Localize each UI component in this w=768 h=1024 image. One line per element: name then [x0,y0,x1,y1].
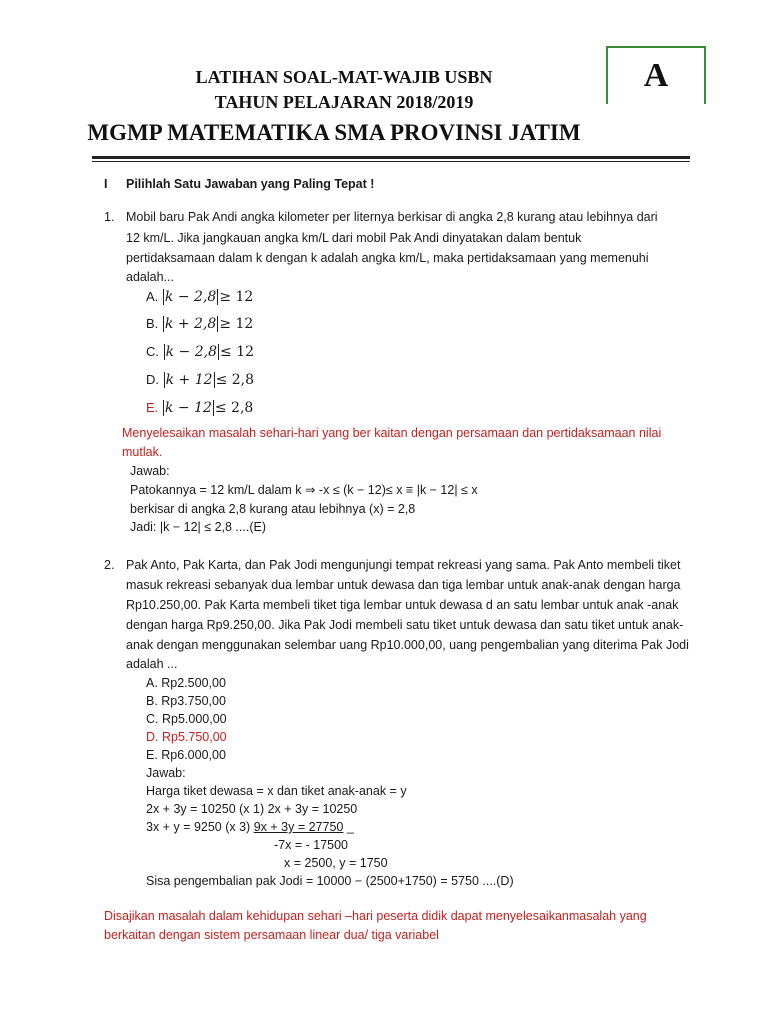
question-1-indicator: Menyelesaikan masalah sehari-hari yang ber kaitan dengan persamaan dan pertidaksamaan nilai [122,426,662,440]
header-line-1: LATIHAN SOAL-MAT-WAJIB USBN [195,67,493,87]
header-line-2: TAHUN PELAJARAN 2018/2019 [214,92,474,112]
question-2-answer-line: 3x + y = 9250 (x 3) 9x + 3y = 27750 _ [146,820,354,834]
question-1-line: pertidaksamaan dalam k dengan k adalah angka km/L, maka pertidaksamaan yang memenuhi [126,251,649,265]
question-2-option-d: D. Rp5.750,00 [146,730,227,744]
header-title: MGMP MATEMATIKA SMA PROVINSI JATIM [87,120,581,145]
question-2-indicator: Disajikan masalah dalam kehidupan sehari –hari peserta didik dapat menyelesaikanmasalah yang [104,909,647,923]
question-2-answer-line: -7x = - 17500 [274,838,349,852]
question-1-answer-line: berkisar di angka 2,8 kurang atau lebihnya (x) = 2,8 [130,502,416,516]
question-1-option-a: A. k − 2,8 ≥ 12 [146,289,254,305]
question-1-line: adalah... [126,270,174,284]
question-1-line: Mobil baru Pak Andi angka kilometer per liternya berkisar di angka 2,8 kurang atau lebihnya dari [126,210,658,224]
question-2-option-c: C. Rp5.000,00 [146,712,227,726]
question-1-line: 12 km/L. Jika jangkauan angka km/L dari mobil Pak Andi dinyatakan dalam bentuk [126,231,582,245]
question-2-option-a: A. Rp2.500,00 [146,676,226,690]
question-2-answer-label: Jawab: [146,766,186,780]
question-2-indicator: berkaitan dengan sistem persamaan linear dua/ tiga variabel [104,928,439,942]
question-1-answer-line: Jadi: |k − 12| ≤ 2,8 ....(E) [130,520,266,534]
question-2-line: adalah ... [126,657,178,671]
question-2-line: Pak Anto, Pak Karta, dan Pak Jodi mengunjungi tempat rekreasi yang sama. Pak Anto membeli tiket [126,558,681,572]
question-2-line: dengan harga Rp9.250,00. Jika Pak Jodi membeli satu tiket untuk dewasa dan satu tiket untuk anak- [126,618,684,632]
question-2-option-b: B. Rp3.750,00 [146,694,226,708]
header-divider-thick [92,156,690,159]
question-2-line: anak dengan menggunakan selembar uang Rp10.000,00, uang pengembalian yang diterima Pak Jodi [126,638,689,652]
question-2-option-e: E. Rp6.000,00 [146,748,226,762]
question-2-line: Rp10.250,00. Pak Karta membeli tiket tiga lembar untuk dewasa d an satu lembar untuk anak -anak [126,598,679,612]
question-1-answer-label: Jawab: [130,464,170,478]
question-2-answer-line: 2x + 3y = 10250 (x 1) 2x + 3y = 10250 [146,802,358,816]
question-1-option-d: D. k + 12 ≤ 2,8 [146,372,255,388]
packet-badge: A [606,46,706,104]
question-1-number: 1. [104,210,115,224]
question-1-answer-line: Patokannya = 12 km/L dalam k ⇒ -x ≤ (k − 12)≤ x ≡ |k − 12| ≤ x [130,483,478,497]
question-2-line: masuk rekreasi sebanyak dua lembar untuk dewasa dan tiga lembar untuk anak-anak dengan harga [126,578,681,592]
section-number: I [104,177,108,191]
header-divider-thin [92,161,690,162]
question-2-answer-line: Harga tiket dewasa = x dan tiket anak-anak = y [146,784,407,798]
question-2-number: 2. [104,558,115,572]
question-1-option-b: B. k + 2,8 ≥ 12 [146,316,254,332]
question-1-indicator: mutlak. [122,445,163,459]
question-2-answer-line: x = 2500, y = 1750 [284,856,388,870]
section-title: Pilihlah Satu Jawaban yang Paling Tepat ! [126,177,375,191]
question-2-answer-conclusion: Sisa pengembalian pak Jodi = 10000 − (2500+1750) = 5750 ....(D) [146,874,514,888]
question-1-option-e: E. k − 12 ≤ 2,8 [146,400,254,416]
question-1-option-c: C. k − 2,8 ≤ 12 [146,344,255,360]
